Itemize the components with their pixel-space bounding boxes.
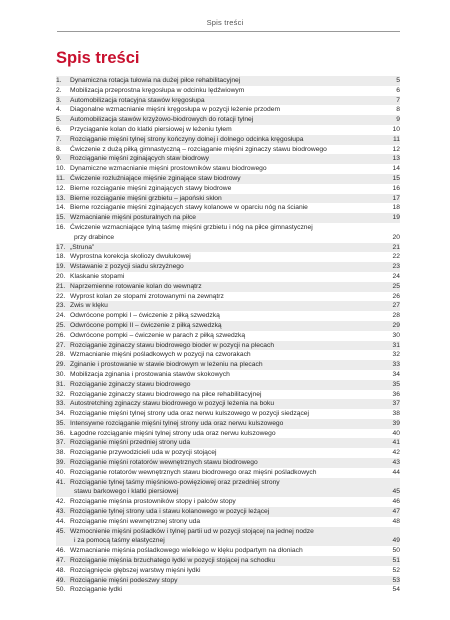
toc-entry-number: 2. bbox=[56, 86, 62, 94]
toc-entry-title bbox=[70, 497, 378, 507]
toc-entry-number: 50. bbox=[56, 586, 66, 594]
toc-entry-title bbox=[70, 311, 378, 321]
toc-entry-title bbox=[70, 341, 378, 351]
toc-entry-page-number: 18 bbox=[392, 204, 400, 212]
toc-entry-page-number: 41 bbox=[392, 439, 400, 447]
toc-entry-page-number: 9 bbox=[396, 116, 400, 124]
toc-entry-page-number: 45 bbox=[392, 488, 400, 496]
header-divider bbox=[57, 31, 400, 32]
toc-entry-title-line: Rozciąganie łydki bbox=[70, 586, 123, 594]
toc-entry[interactable] bbox=[56, 566, 400, 576]
toc-entry-title-line: Wzmacnianie mięśnia pośladkowego wielkiego w klęku podpartym na dłoniach bbox=[70, 547, 303, 555]
toc-entry-number: 37. bbox=[56, 439, 66, 447]
toc-entry-number: 40. bbox=[56, 468, 66, 476]
toc-entry-title bbox=[70, 203, 378, 213]
toc-entry-number: 8. bbox=[56, 145, 62, 153]
toc-entry-title bbox=[70, 174, 378, 184]
toc-entry-title-line: stawu barkowego i klatki piersiowej bbox=[74, 488, 179, 496]
toc-entry-title-line: Ćwiczenie z dużą piłką gimnastyczną – rozciąganie mięśni zginaczy stawu biodrowego bbox=[70, 145, 327, 153]
toc-entry-page-number: 28 bbox=[392, 312, 400, 320]
toc-entry-title bbox=[70, 429, 378, 439]
toc-entry-number: 39. bbox=[56, 459, 66, 467]
toc-entry-title bbox=[70, 252, 378, 262]
toc-entry-title bbox=[70, 105, 378, 115]
toc-entry-title-line: przy drabince bbox=[74, 233, 115, 241]
toc-entry-title-line: Rozciąganie mięśnia brzuchatego łydki w pozycji stojącej na schodku bbox=[70, 557, 276, 565]
toc-entry[interactable] bbox=[56, 390, 400, 400]
toc-entry-title-line: Rozciąganie zginaczy stawu biodrowego bbox=[70, 380, 191, 388]
toc-entry-number: 30. bbox=[56, 370, 66, 378]
toc-entry[interactable] bbox=[56, 96, 400, 106]
toc-entry[interactable] bbox=[56, 184, 400, 194]
toc-entry[interactable] bbox=[56, 301, 400, 311]
toc-entry-title-line: Wyprost kolan ze stopami zrotowanymi na zewnątrz bbox=[70, 292, 224, 300]
toc-entry-page-number: 42 bbox=[392, 449, 400, 457]
page-title: Spis treści bbox=[56, 49, 140, 67]
toc-entry-page-number: 49 bbox=[392, 537, 400, 545]
toc-entry-title bbox=[70, 164, 378, 174]
toc-entry-title-line: Intensywne rozciąganie mięśni tylnej strony uda oraz nerwu kulszowego bbox=[70, 419, 284, 427]
toc-entry-number: 48. bbox=[56, 566, 66, 574]
toc-entry-number: 29. bbox=[56, 361, 66, 369]
toc-entry-title bbox=[70, 390, 378, 400]
toc-entry-number: 49. bbox=[56, 576, 66, 584]
toc-entry-title bbox=[70, 409, 378, 419]
toc-entry[interactable] bbox=[56, 360, 400, 370]
toc-entry[interactable] bbox=[56, 546, 400, 556]
toc-entry-page-number: 14 bbox=[392, 165, 400, 173]
toc-entry[interactable] bbox=[56, 76, 400, 86]
toc-entry[interactable] bbox=[56, 223, 400, 243]
toc-entry[interactable] bbox=[56, 429, 400, 439]
toc-entry-title-line: Bierne rozciąganie mięśni zginających stawy kolanowe w oparciu nóg na ścianie bbox=[70, 204, 308, 212]
toc-entry-title-line: Zwis w klęku bbox=[70, 302, 108, 310]
toc-entry[interactable] bbox=[56, 282, 400, 292]
toc-entry-page-number: 43 bbox=[392, 459, 400, 467]
toc-entry-title-line: Rozciągnięcie głębszej warstwy mięśni łydki bbox=[70, 566, 201, 574]
toc-entry-page-number: 44 bbox=[392, 468, 400, 476]
toc-entry[interactable] bbox=[56, 125, 400, 135]
toc-entry-page-number: 21 bbox=[392, 243, 400, 251]
toc-entry-title-line: Mobilizacja zginania i prostowania stawów skokowych bbox=[70, 370, 230, 378]
toc-entry-title bbox=[70, 213, 378, 223]
toc-entry-title bbox=[70, 566, 378, 576]
toc-entry[interactable] bbox=[56, 252, 400, 262]
toc-entry-number: 16. bbox=[56, 223, 66, 231]
toc-entry-number: 21. bbox=[56, 282, 66, 290]
toc-entry-title-line: Rozciąganie mięśni przedniej strony uda bbox=[70, 439, 191, 447]
toc-entry-title-line: Rozciąganie przywodzicieli uda w pozycji stojącej bbox=[70, 449, 217, 457]
toc-entry-page-number: 16 bbox=[392, 184, 400, 192]
toc-entry-number: 4. bbox=[56, 106, 62, 114]
toc-entry-title-line: Rozciąganie mięśni tylnej strony kończyny dolnej i dolnego odcinka kręgosłupa bbox=[70, 135, 304, 143]
toc-entry-title-line: Ćwiczenie wzmacniające tylną taśmę mięśni grzbietu i nóg na piłce gimnastycznej bbox=[70, 223, 313, 231]
toc-entry-number: 45. bbox=[56, 527, 66, 535]
toc-entry[interactable] bbox=[56, 380, 400, 390]
toc-entry-title bbox=[70, 125, 378, 135]
toc-entry[interactable] bbox=[56, 311, 400, 321]
toc-entry-title-line: Rozciąganie mięśni wewnętrznej strony uda bbox=[70, 517, 201, 525]
toc-entry-title-line: Zginanie i prostowanie w stawie biodrowym w leżeniu na plecach bbox=[70, 361, 263, 369]
toc-entry-number: 11. bbox=[56, 174, 65, 182]
toc-entry[interactable] bbox=[56, 174, 400, 184]
toc-entry-number: 42. bbox=[56, 498, 66, 506]
toc-entry-page-number: 11 bbox=[393, 135, 400, 143]
toc-entry-number: 10. bbox=[56, 165, 66, 173]
toc-entry-title-line: Automobilizacja rotacyjna stawów kręgosłupa bbox=[70, 96, 205, 104]
toc-entry[interactable] bbox=[56, 468, 400, 478]
toc-entry[interactable] bbox=[56, 370, 400, 380]
toc-entry-title-line: Rozciąganie mięśni zginających staw biodrowy bbox=[70, 155, 210, 163]
toc-entry[interactable] bbox=[56, 576, 400, 586]
toc-entry-title bbox=[70, 301, 378, 311]
toc-entry-title bbox=[70, 458, 378, 468]
toc-entry-title-line: Odwrócone pompki – ćwiczenie w parach z piłką szwedzką bbox=[70, 331, 246, 339]
toc-entry-title bbox=[70, 556, 378, 566]
toc-entry-page-number: 12 bbox=[392, 145, 400, 153]
toc-entry-page-number: 51 bbox=[392, 557, 400, 565]
toc-entry-number: 7. bbox=[56, 135, 62, 143]
toc-entry[interactable] bbox=[56, 145, 400, 155]
toc-entry-number: 27. bbox=[56, 341, 66, 349]
toc-entry-title bbox=[70, 96, 378, 106]
toc-entry-title bbox=[70, 360, 378, 370]
toc-entry[interactable] bbox=[56, 292, 400, 302]
toc-entry-page-number: 26 bbox=[392, 292, 400, 300]
toc-entry-title bbox=[70, 468, 378, 478]
toc-entry-title bbox=[70, 350, 378, 360]
toc-entry-title bbox=[70, 478, 378, 498]
toc-entry-title-line: Rozciąganie tylnej taśmy mięśniowo-powięziowej oraz przedniej strony bbox=[70, 478, 280, 486]
toc-entry[interactable] bbox=[56, 448, 400, 458]
toc-entry-page-number: 54 bbox=[392, 586, 400, 594]
toc-entry-title bbox=[70, 576, 378, 586]
toc-entry[interactable] bbox=[56, 399, 400, 409]
toc-entry-page-number: 27 bbox=[392, 302, 400, 310]
toc-entry-number: 1. bbox=[56, 77, 62, 84]
toc-entry-title-line: Dynamiczna rotacja tułowia na dużej piłce rehabilitacyjnej bbox=[70, 77, 241, 84]
toc-entry-page-number: 38 bbox=[392, 410, 400, 418]
toc-entry-page-number: 50 bbox=[392, 547, 400, 555]
toc-entry-title-line: Rozciąganie zginaczy stawu biodrowego bioder w pozycji na plecach bbox=[70, 341, 275, 349]
toc-entry-number: 18. bbox=[56, 253, 66, 261]
toc-entry-page-number: 36 bbox=[392, 390, 400, 398]
toc-entry-title-line: Bierne rozciąganie mięśni grzbietu – japoński skłon bbox=[70, 194, 222, 202]
toc-entry-title-line: Wzmacnianie mięśni pośladkowych w pozycji na czworakach bbox=[70, 351, 251, 359]
toc-entry-title-line: Odwrócone pompki I – ćwiczenie z piłką szwedzką bbox=[70, 312, 220, 320]
toc-entry[interactable] bbox=[56, 585, 400, 595]
toc-entry-number: 32. bbox=[56, 390, 66, 398]
toc-entry-title-line: „Struna” bbox=[70, 243, 95, 251]
toc-entry[interactable] bbox=[56, 115, 400, 125]
toc-entry-number: 23. bbox=[56, 302, 66, 310]
toc-entry[interactable] bbox=[56, 331, 400, 341]
toc-entry-page-number: 30 bbox=[392, 331, 400, 339]
toc-entry-page-number: 53 bbox=[392, 576, 400, 584]
toc-entry[interactable] bbox=[56, 272, 400, 282]
toc-entry-title bbox=[70, 184, 378, 194]
toc-entry-page-number: 23 bbox=[392, 263, 400, 271]
toc-entry-number: 13. bbox=[56, 194, 66, 202]
toc-entry-number: 3. bbox=[56, 96, 62, 104]
toc-entry-number: 24. bbox=[56, 312, 66, 320]
toc-entry[interactable] bbox=[56, 438, 400, 448]
toc-entry-page-number: 24 bbox=[392, 272, 400, 280]
table-of-contents bbox=[56, 76, 400, 595]
toc-entry-number: 9. bbox=[56, 155, 62, 163]
toc-entry-number: 33. bbox=[56, 400, 66, 408]
toc-entry-page-number: 10 bbox=[392, 125, 400, 133]
toc-entry-title-line: Wstawanie z pozycji siadu skrzyżnego bbox=[70, 263, 184, 271]
toc-entry-page-number: 8 bbox=[396, 106, 400, 114]
toc-entry-title-line: Rozciąganie mięśnia prostowników stopy i palców stopy bbox=[70, 498, 236, 506]
toc-entry-title bbox=[70, 448, 378, 458]
toc-entry-page-number: 20 bbox=[392, 233, 400, 241]
toc-entry-number: 22. bbox=[56, 292, 66, 300]
toc-entry-number: 17. bbox=[56, 243, 66, 251]
toc-entry-title bbox=[70, 282, 378, 292]
toc-entry-page-number: 13 bbox=[392, 155, 400, 163]
toc-entry-title-line: Autostretching zginaczy stawu biodrowego w pozycji leżenia na boku bbox=[70, 400, 275, 408]
toc-entry-page-number: 35 bbox=[392, 380, 400, 388]
toc-entry-number: 43. bbox=[56, 508, 66, 516]
toc-entry[interactable] bbox=[56, 556, 400, 566]
toc-entry-title bbox=[70, 546, 378, 556]
toc-entry-number: 28. bbox=[56, 351, 66, 359]
toc-entry[interactable] bbox=[56, 105, 400, 115]
toc-entry-page-number: 32 bbox=[392, 351, 400, 359]
toc-entry[interactable] bbox=[56, 350, 400, 360]
toc-entry-title bbox=[70, 419, 378, 429]
toc-entry[interactable] bbox=[56, 262, 400, 272]
toc-entry-title-line: Odwrócone pompki II – ćwiczenie z piłką szwedzką bbox=[70, 321, 222, 329]
toc-entry-page-number: 22 bbox=[392, 253, 400, 261]
toc-entry-title-line: Rozciąganie mięśni rotatorów wewnętrznych stawu biodrowego bbox=[70, 459, 258, 467]
toc-entry[interactable] bbox=[56, 458, 400, 468]
toc-entry-title-line: Diagonalne wzmacnianie mięśni kręgosłupa w pozycji leżenie przodem bbox=[70, 106, 281, 114]
toc-entry-title bbox=[70, 243, 378, 253]
toc-entry-page-number: 33 bbox=[392, 361, 400, 369]
toc-entry-title-line: Wyprostna korekcja skoliozy dwułukowej bbox=[70, 253, 191, 261]
toc-entry-number: 38. bbox=[56, 449, 66, 457]
toc-entry-title bbox=[70, 527, 378, 547]
toc-entry-number: 31. bbox=[56, 380, 66, 388]
toc-entry-number: 15. bbox=[56, 214, 66, 222]
toc-entry-title bbox=[70, 370, 378, 380]
toc-entry-page-number: 52 bbox=[392, 566, 400, 574]
toc-entry-title bbox=[70, 321, 378, 331]
running-header: Spis treści bbox=[206, 18, 244, 27]
toc-entry[interactable] bbox=[56, 507, 400, 517]
toc-entry-title-line: Rozciąganie zginaczy stawu biodrowego na piłce rehabilitacyjnej bbox=[70, 390, 262, 398]
toc-entry-number: 44. bbox=[56, 517, 66, 525]
toc-entry-title-line: Rozciąganie rotatorów wewnętrznych stawu biodrowego oraz mięśni pośladkowych bbox=[70, 468, 317, 476]
toc-entry[interactable] bbox=[56, 517, 400, 527]
toc-entry[interactable] bbox=[56, 341, 400, 351]
toc-entry-page-number: 25 bbox=[392, 282, 400, 290]
toc-entry-title-line: Naprzemienne rotowanie kolan do wewnątrz bbox=[70, 282, 202, 290]
toc-entry-title bbox=[70, 292, 378, 302]
toc-entry[interactable] bbox=[56, 527, 400, 547]
toc-entry-title-line: Automobilizacja stawów krzyżowo-biodrowych do rotacji tylnej bbox=[70, 116, 254, 124]
toc-entry-number: 47. bbox=[56, 557, 66, 565]
toc-entry[interactable] bbox=[56, 154, 400, 164]
toc-entry[interactable] bbox=[56, 419, 400, 429]
toc-entry-number: 14. bbox=[56, 204, 66, 212]
toc-entry-page-number: 48 bbox=[392, 517, 400, 525]
toc-entry-page-number: 6 bbox=[396, 86, 400, 94]
toc-entry-number: 36. bbox=[56, 429, 66, 437]
toc-entry-number: 34. bbox=[56, 410, 66, 418]
toc-entry-title bbox=[70, 380, 378, 390]
toc-entry-page-number: 29 bbox=[392, 321, 400, 329]
toc-entry-title-line: Ćwiczenie rozluźniające mięśnie zginające staw biodrowy bbox=[70, 174, 241, 182]
toc-entry[interactable] bbox=[56, 478, 400, 498]
toc-entry-title bbox=[70, 223, 378, 243]
toc-entry-title bbox=[70, 585, 378, 595]
toc-entry-page-number: 17 bbox=[392, 194, 400, 202]
toc-entry-page-number: 37 bbox=[392, 400, 400, 408]
toc-entry[interactable] bbox=[56, 497, 400, 507]
toc-entry-title bbox=[70, 194, 378, 204]
toc-entry-page-number: 40 bbox=[392, 429, 400, 437]
toc-entry-number: 41. bbox=[56, 478, 66, 486]
toc-entry[interactable] bbox=[56, 86, 400, 96]
toc-entry-title bbox=[70, 115, 378, 125]
toc-entry-title-line: Rozciąganie mięśni podeszwy stopy bbox=[70, 576, 178, 584]
toc-entry[interactable] bbox=[56, 243, 400, 253]
toc-entry-title-line: Mobilizacja przeprostna kręgosłupa w odcinku lędźwiowym bbox=[70, 86, 245, 94]
toc-entry-title bbox=[70, 272, 378, 282]
toc-entry[interactable] bbox=[56, 164, 400, 174]
toc-entry-title-line: Klaskanie stopami bbox=[70, 272, 125, 280]
toc-entry-title bbox=[70, 507, 378, 517]
toc-entry-title bbox=[70, 154, 378, 164]
toc-entry-title bbox=[70, 438, 378, 448]
toc-entry-number: 19. bbox=[56, 263, 66, 271]
toc-entry-page-number: 15 bbox=[392, 174, 400, 182]
toc-entry-title-line: i za pomocą taśmy elastycznej bbox=[74, 537, 165, 545]
toc-entry[interactable] bbox=[56, 194, 400, 204]
toc-entry-page-number: 19 bbox=[392, 214, 400, 222]
toc-entry-number: 5. bbox=[56, 116, 62, 124]
toc-entry-title-line: Rozciąganie tylnej strony uda i stawu kolanowego w pozycji leżącej bbox=[70, 508, 270, 516]
toc-entry-number: 35. bbox=[56, 419, 66, 427]
toc-entry-page-number: 7 bbox=[396, 96, 400, 104]
toc-entry-number: 46. bbox=[56, 547, 66, 555]
toc-entry-number: 20. bbox=[56, 272, 66, 280]
toc-entry-title-line: Wzmacnianie mięśni posturalnych na piłce bbox=[70, 214, 197, 222]
toc-entry[interactable] bbox=[56, 203, 400, 213]
toc-entry[interactable] bbox=[56, 213, 400, 223]
toc-entry-number: 25. bbox=[56, 321, 66, 329]
toc-entry-page-number: 39 bbox=[392, 419, 400, 427]
toc-entry-title-line: Rozciąganie mięśni tylnej strony uda oraz nerwu kulszowego w pozycji siedzącej bbox=[70, 410, 310, 418]
toc-entry-page-number: 5 bbox=[396, 77, 400, 84]
toc-entry-number: 12. bbox=[56, 184, 66, 192]
toc-entry-title-line: Wzmocnienie mięśni pośladków i tylnej partii ud w pozycji stojącej na jednej nodze bbox=[70, 527, 314, 535]
toc-entry-number: 26. bbox=[56, 331, 66, 339]
toc-entry-title bbox=[70, 331, 378, 341]
toc-entry-title bbox=[70, 262, 378, 272]
toc-entry[interactable] bbox=[56, 321, 400, 331]
toc-entry-title bbox=[70, 145, 378, 155]
toc-entry-title-line: Bierne rozciąganie mięśni zginających stawy biodrowe bbox=[70, 184, 232, 192]
toc-entry-title bbox=[70, 76, 378, 86]
toc-entry-page-number: 31 bbox=[392, 341, 400, 349]
toc-entry[interactable] bbox=[56, 409, 400, 419]
toc-entry-title-line: Dynamiczne wzmacnianie mięśni prostowników stawu biodrowego bbox=[70, 165, 267, 173]
toc-entry-title-line: Łagodne rozciąganie mięśni tylnej strony uda oraz nerwu kulszowego bbox=[70, 429, 276, 437]
toc-entry-title bbox=[70, 517, 378, 527]
toc-entry-title-line: Przyciąganie kolan do klatki piersiowej w leżeniu tyłem bbox=[70, 125, 232, 133]
toc-entry-title bbox=[70, 399, 378, 409]
toc-entry-number: 6. bbox=[56, 125, 62, 133]
toc-entry-page-number: 46 bbox=[392, 498, 400, 506]
toc-entry-page-number: 34 bbox=[392, 370, 400, 378]
toc-entry-title bbox=[70, 86, 378, 96]
toc-entry[interactable] bbox=[56, 135, 400, 145]
toc-entry-page-number: 47 bbox=[392, 508, 400, 516]
toc-entry-title bbox=[70, 135, 378, 145]
